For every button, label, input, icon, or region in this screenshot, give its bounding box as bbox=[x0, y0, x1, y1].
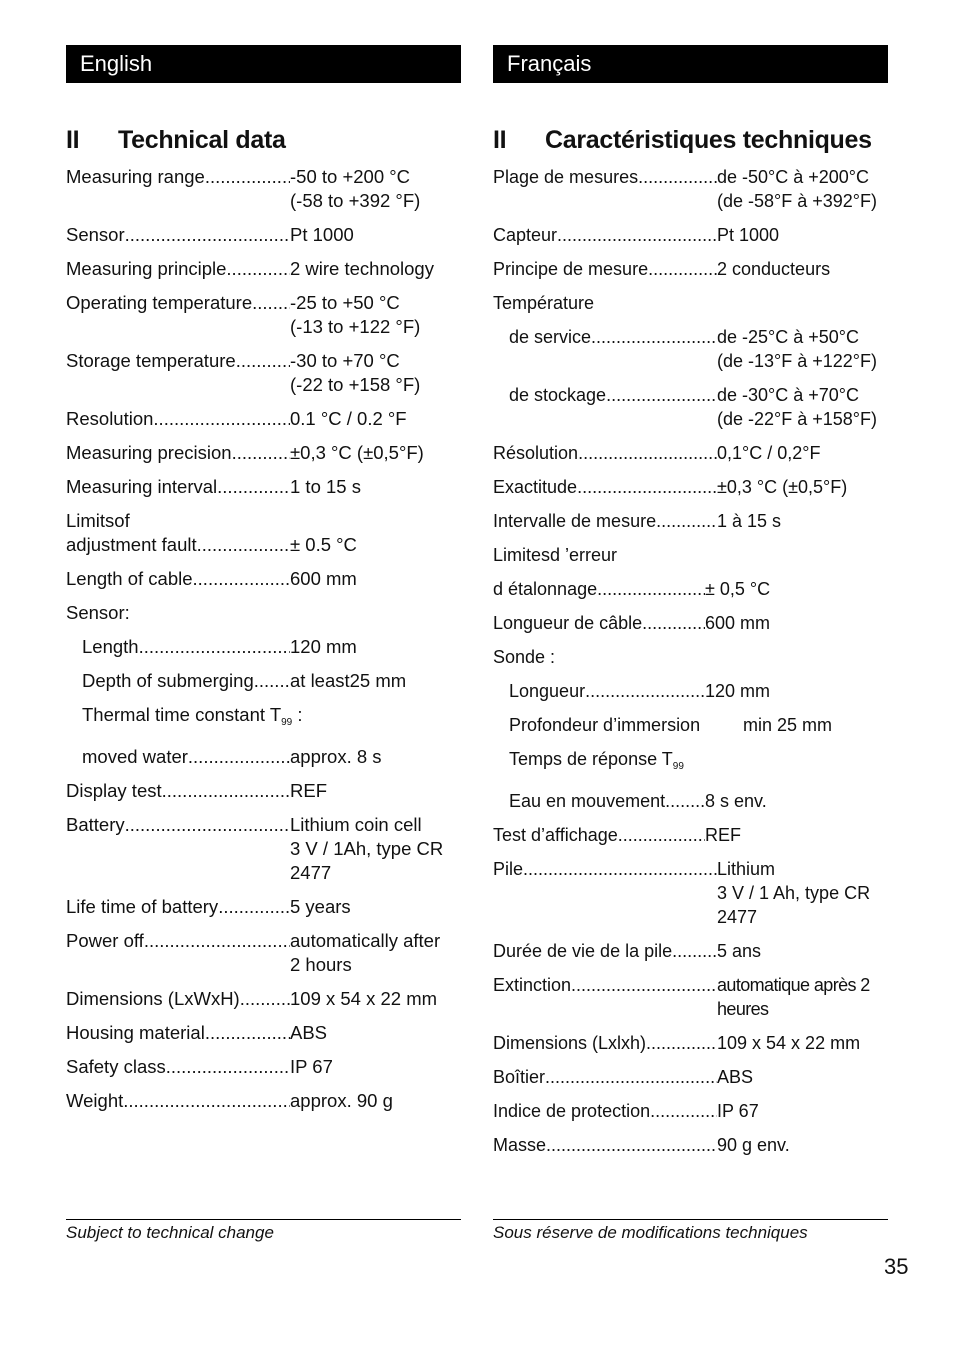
spec-label: de stockage bbox=[509, 385, 607, 405]
spec-value: 5 years bbox=[290, 896, 351, 917]
spec-row bbox=[66, 1089, 461, 1113]
spec-row bbox=[66, 407, 461, 431]
spec-row bbox=[493, 257, 888, 281]
spec-label: Boîtier bbox=[493, 1067, 546, 1087]
spec-row bbox=[493, 747, 888, 779]
spec-row bbox=[66, 165, 461, 213]
spec-value: ±0,3 °C (±0,5°F) bbox=[717, 477, 848, 497]
spec-value: -25 to +50 °C (-13 to +122 °F) bbox=[290, 292, 421, 337]
spec-label: Indice de protection bbox=[493, 1101, 651, 1121]
spec-row bbox=[66, 987, 461, 1011]
spec-value: REF bbox=[290, 780, 327, 801]
spec-row bbox=[493, 645, 888, 669]
spec-label: Sensor: bbox=[66, 602, 130, 623]
spec-label: Housing material bbox=[66, 1022, 205, 1043]
spec-row bbox=[493, 441, 888, 465]
spec-label: Exactitude bbox=[493, 477, 578, 497]
spec-row bbox=[493, 939, 888, 963]
spec-label: Principe de mesure bbox=[493, 259, 649, 279]
spec-row bbox=[493, 165, 888, 213]
spec-label: Température bbox=[493, 293, 595, 313]
spec-label: Durée de vie de la pile bbox=[493, 941, 673, 961]
spec-value: automatically after 2 hours bbox=[290, 930, 441, 975]
spec-row bbox=[493, 383, 888, 431]
spec-value: -50 to +200 °C (-58 to +392 °F) bbox=[290, 166, 421, 211]
spec-label: Measuring range bbox=[66, 166, 205, 187]
spec-row bbox=[493, 475, 888, 499]
spec-row bbox=[66, 291, 461, 339]
spec-label: Length of cable bbox=[66, 568, 193, 589]
spec-value: de -30°C à +70°C (de -22°F à +158°F) bbox=[717, 385, 877, 429]
spec-label: Test d’affichage bbox=[493, 825, 618, 845]
spec-label: de service bbox=[509, 327, 592, 347]
spec-row bbox=[493, 325, 888, 373]
spec-row bbox=[66, 929, 461, 977]
page-number: 35 bbox=[884, 1254, 909, 1279]
spec-row bbox=[493, 823, 888, 847]
spec-value: approx. 90 g bbox=[290, 1090, 393, 1111]
spec-value: approx. 8 s bbox=[290, 746, 382, 767]
spec-row bbox=[493, 1133, 888, 1157]
french-footer-note: Sous réserve de modifications techniques bbox=[493, 1219, 888, 1243]
spec-row bbox=[66, 779, 461, 803]
spec-label: Resolution bbox=[66, 408, 154, 429]
spec-value: ABS bbox=[717, 1067, 754, 1087]
spec-value: 0,1°C / 0,2°F bbox=[717, 443, 821, 463]
spec-label: Power off bbox=[66, 930, 144, 951]
spec-row bbox=[66, 1055, 461, 1079]
spec-label: Measuring precision bbox=[66, 442, 232, 463]
spec-row bbox=[493, 857, 888, 929]
spec-value: 109 x 54 x 22 mm bbox=[290, 988, 438, 1009]
spec-label: Measuring interval bbox=[66, 476, 218, 497]
spec-value: ±0,3 °C (±0,5°F) bbox=[290, 442, 424, 463]
spec-label: Profondeur d’immersion bbox=[509, 715, 701, 735]
spec-label: Limitesd ’erreur bbox=[493, 545, 618, 565]
spec-row bbox=[493, 713, 888, 737]
spec-value: 600 mm bbox=[705, 613, 771, 633]
spec-label: d étalonnage bbox=[493, 579, 598, 599]
spec-value: automatique après 2 heures bbox=[717, 975, 870, 1019]
english-footer-note: Subject to technical change bbox=[66, 1219, 461, 1243]
french-section-title bbox=[493, 125, 888, 155]
spec-label: Length bbox=[82, 636, 139, 657]
spec-value: Lithium 3 V / 1 Ah, type CR 2477 bbox=[717, 859, 871, 927]
spec-value: 2 wire technology bbox=[290, 258, 434, 279]
spec-label: Intervalle de mesure bbox=[493, 511, 657, 531]
spec-row bbox=[66, 441, 461, 465]
spec-row bbox=[493, 1031, 888, 1055]
spec-row bbox=[66, 475, 461, 499]
spec-label: Safety class bbox=[66, 1056, 166, 1077]
spec-label: adjustment fault bbox=[66, 534, 197, 555]
spec-row bbox=[66, 509, 461, 533]
spec-row bbox=[493, 291, 888, 315]
english-section-title bbox=[66, 125, 461, 155]
french-language-bar: Français bbox=[493, 45, 888, 83]
spec-label: Limitsof bbox=[66, 510, 130, 531]
spec-value: 0.1 °C / 0.2 °F bbox=[290, 408, 407, 429]
spec-value: 109 x 54 x 22 mm bbox=[717, 1033, 861, 1053]
spec-value: ± 0,5 °C bbox=[705, 579, 771, 599]
spec-value: IP 67 bbox=[290, 1056, 333, 1077]
spec-row bbox=[493, 679, 888, 703]
english-spec-list bbox=[66, 165, 461, 1113]
french-column bbox=[493, 45, 888, 1167]
spec-row bbox=[493, 543, 888, 567]
english-section-heading: Technical data bbox=[118, 125, 286, 154]
spec-value: 90 g env. bbox=[717, 1135, 790, 1155]
spec-row bbox=[493, 1099, 888, 1123]
english-language-bar: English bbox=[66, 45, 461, 83]
spec-label: Life time of battery bbox=[66, 896, 219, 917]
spec-value: 1 to 15 s bbox=[290, 476, 361, 497]
spec-label: Storage temperature bbox=[66, 350, 236, 371]
spec-value: 2 conducteurs bbox=[717, 259, 831, 279]
spec-row bbox=[66, 703, 461, 735]
spec-label: Dimensions (Lxlxh) bbox=[493, 1033, 647, 1053]
spec-row bbox=[493, 509, 888, 533]
spec-label: Plage de mesures bbox=[493, 167, 639, 187]
spec-value: ABS bbox=[290, 1022, 328, 1043]
spec-value: de -25°C à +50°C (de -13°F à +122°F) bbox=[717, 327, 877, 371]
spec-label: Dimensions (LxWxH) bbox=[66, 988, 240, 1009]
spec-value: min 25 mm bbox=[743, 715, 833, 735]
spec-row bbox=[66, 1021, 461, 1045]
spec-label: Battery bbox=[66, 814, 125, 835]
spec-label: Masse bbox=[493, 1135, 547, 1155]
spec-label: Eau en mouvement bbox=[509, 791, 666, 811]
spec-row bbox=[66, 635, 461, 659]
spec-row bbox=[493, 223, 888, 247]
spec-row bbox=[66, 601, 461, 625]
spec-row bbox=[66, 257, 461, 281]
spec-label: Operating temperature bbox=[66, 292, 253, 313]
spec-value: 5 ans bbox=[717, 941, 762, 961]
spec-value: at least25 mm bbox=[290, 670, 407, 691]
spec-value: 120 mm bbox=[705, 681, 771, 701]
spec-value: Pt 1000 bbox=[717, 225, 780, 245]
spec-label: Depth of submerging bbox=[82, 670, 254, 691]
spec-label: Display test bbox=[66, 780, 162, 801]
spec-row bbox=[493, 973, 888, 1021]
spec-value: 120 mm bbox=[290, 636, 357, 657]
spec-value: 8 s env. bbox=[705, 791, 767, 811]
spec-value: Pt 1000 bbox=[290, 224, 354, 245]
spec-label: Thermal time constant $T_{99}$ : bbox=[82, 704, 303, 728]
spec-label: Sensor bbox=[66, 224, 125, 245]
spec-row bbox=[66, 745, 461, 769]
french-section-number: II bbox=[493, 125, 507, 154]
spec-label: Pile bbox=[493, 859, 524, 879]
spec-label: Temps de réponse $T_{99}$ bbox=[509, 749, 684, 772]
spec-label: Measuring principle bbox=[66, 258, 227, 279]
spec-value: Lithium coin cell 3 V / 1Ah, type CR 2477 bbox=[290, 814, 444, 883]
spec-value: REF bbox=[705, 825, 741, 845]
french-spec-list bbox=[493, 165, 888, 1157]
spec-row bbox=[66, 223, 461, 247]
spec-row bbox=[493, 611, 888, 635]
spec-row bbox=[66, 567, 461, 591]
spec-row bbox=[66, 533, 461, 557]
spec-label: Longueur bbox=[509, 681, 586, 701]
spec-value: -30 to +70 °C (-22 to +158 °F) bbox=[290, 350, 421, 395]
spec-value: 600 mm bbox=[290, 568, 357, 589]
spec-row bbox=[493, 789, 888, 813]
spec-label: Longueur de câble bbox=[493, 613, 643, 633]
spec-label: moved water bbox=[82, 746, 188, 767]
spec-label: Sonde : bbox=[493, 647, 556, 667]
spec-value: de -50°C à +200°C (de -58°F à +392°F) bbox=[717, 167, 877, 211]
spec-value: ± 0.5 °C bbox=[290, 534, 357, 555]
spec-value: IP 67 bbox=[717, 1101, 759, 1121]
spec-label: Extinction bbox=[493, 975, 572, 995]
spec-value: 1 à 15 s bbox=[717, 511, 782, 531]
english-section-number: II bbox=[66, 125, 80, 154]
spec-label: Weight bbox=[66, 1090, 124, 1111]
spec-label: Capteur bbox=[493, 225, 558, 245]
spec-row bbox=[66, 349, 461, 397]
spec-row bbox=[66, 669, 461, 693]
french-section-heading: Caractéristiques techniques bbox=[545, 125, 872, 154]
spec-row bbox=[66, 895, 461, 919]
spec-label: Résolution bbox=[493, 443, 579, 463]
spec-row bbox=[66, 813, 461, 885]
spec-row bbox=[493, 1065, 888, 1089]
english-column bbox=[66, 45, 461, 1123]
spec-row bbox=[493, 577, 888, 601]
